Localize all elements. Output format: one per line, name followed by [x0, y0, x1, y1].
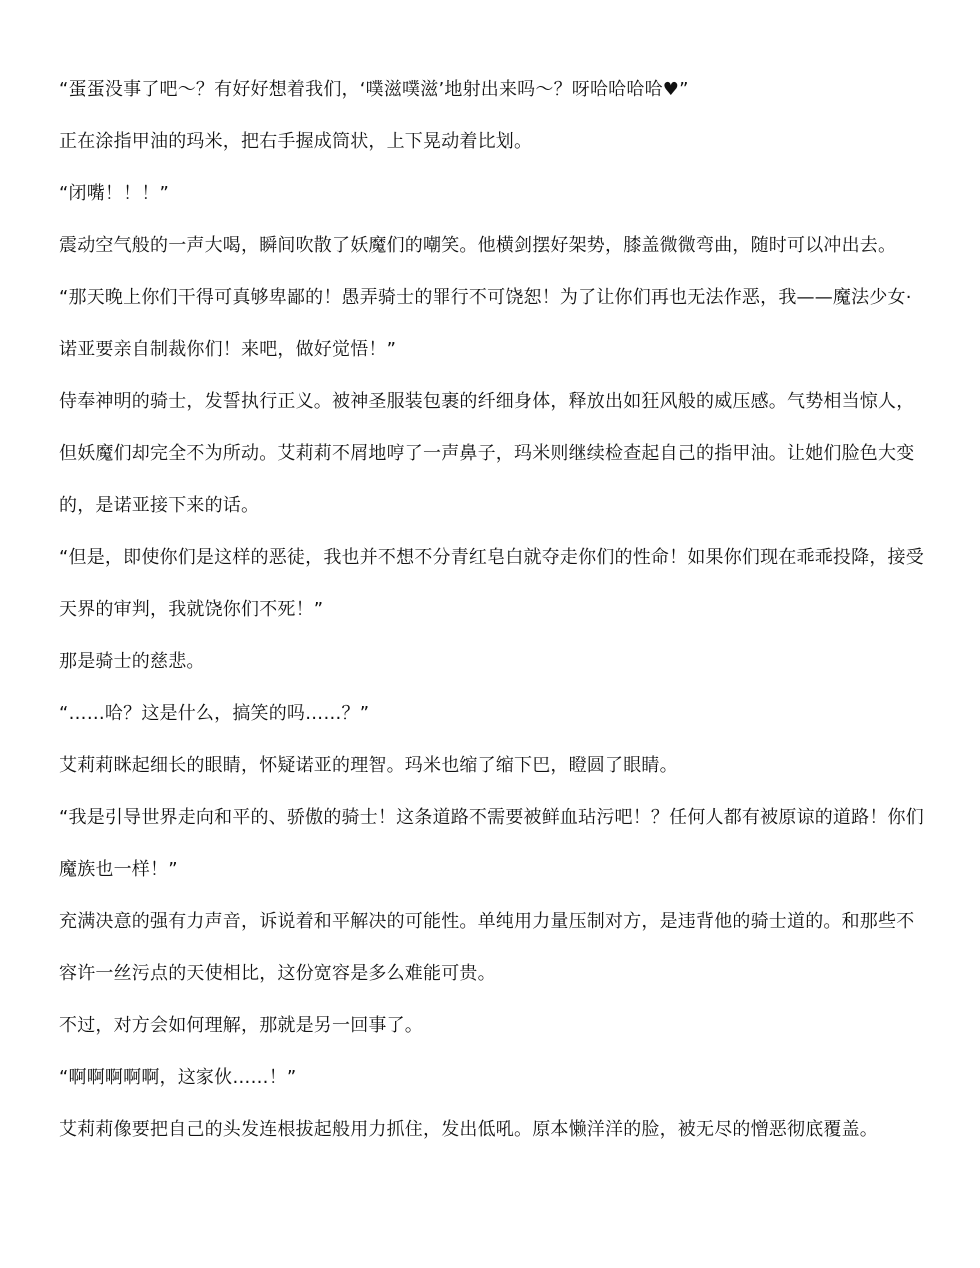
paragraph: 充满决意的强有力声音，诉说着和平解决的可能性。单纯用力量压制对方，是违背他的骑士道的。和那些不容许一丝污点的天使相比，这份宽容是多么难能可贵。: [59, 911, 915, 984]
paragraph: 艾莉莉像要把自己的头发连根拔起般用力抓住，发出低吼。原本懒洋洋的脸，被无尽的憎恶彻底覆盖。: [59, 1119, 878, 1140]
paragraph: “……哈？这是什么，搞笑的吗……？”: [59, 703, 370, 724]
paragraph: “啊啊啊啊啊，这家伙……！”: [59, 1067, 297, 1088]
paragraph: “但是，即使你们是这样的恶徒，我也并不想不分青红皂白就夺走你们的性命！如果你们现在乖乖投降，接受天界的审判，我就饶你们不死！”: [59, 547, 924, 620]
paragraph: 侍奉神明的骑士，发誓执行正义。被神圣服装包裹的纤细身体，释放出如狂风般的威压感。气势相当惊人，但妖魔们却完全不为所动。艾莉莉不屑地哼了一声鼻子，玛米则继续检查起自己的指甲油。让她们脸色大变的，是诺亚接下来的话。: [59, 391, 915, 516]
paragraph: “我是引导世界走向和平的、骄傲的骑士！这条道路不需要被鲜血玷污吧！？任何人都有被原谅的道路！你们魔族也一样！”: [59, 807, 924, 880]
paragraph: 震动空气般的一声大喝，瞬间吹散了妖魔们的嘲笑。他横剑摆好架势，膝盖微微弯曲，随时可以冲出去。: [59, 235, 897, 256]
paragraph: 正在涂指甲油的玛米，把右手握成筒状，上下晃动着比划。: [59, 131, 533, 152]
paragraph: “那天晚上你们干得可真够卑鄙的！愚弄骑士的罪行不可饶恕！为了让你们再也无法作恶，我——魔法少女·诺亚要亲自制裁你们！来吧，做好觉悟！”: [59, 287, 912, 360]
paragraph: 艾莉莉眯起细长的眼睛，怀疑诺亚的理智。玛米也缩了缩下巴，瞪圆了眼睛。: [59, 755, 678, 776]
paragraph: “闭嘴！！！”: [59, 183, 170, 204]
paragraph: 那是骑士的慈悲。: [59, 651, 205, 672]
paragraph: “蛋蛋没事了吧～？有好好想着我们，‘噗滋噗滋’地射出来吗～？呀哈哈哈哈♥”: [59, 79, 689, 100]
document-body: [59, 64, 929, 1156]
paragraph: 不过，对方会如何理解，那就是另一回事了。: [59, 1015, 423, 1036]
